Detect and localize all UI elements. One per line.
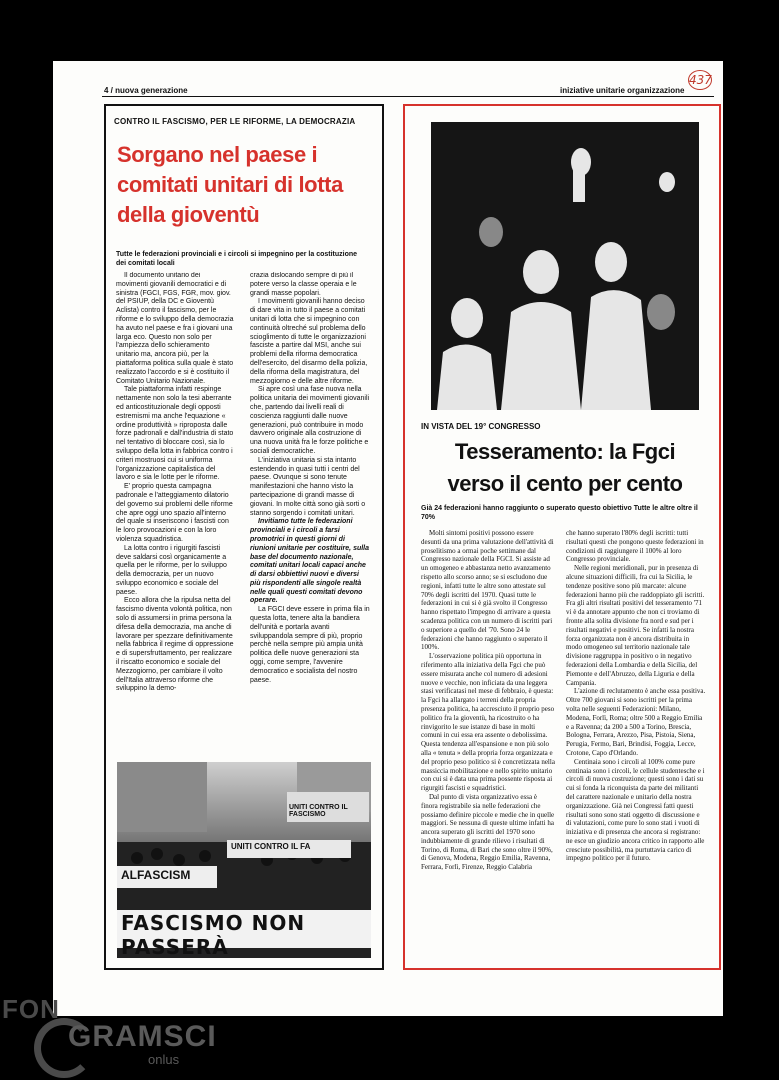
- paragraph: La lotta contro i rigurgiti fascisti deve saldarsi così organicamente a quella per le riforme, per lo sviluppo della democrazia, per un nuovo sviluppo economico e sociale del paese.: [116, 544, 227, 596]
- paragraph: Il documento unitario dei movimenti giovanili democratici e di sinistra (FGCI, FGS, FGR, mov. giov. del PSIUP, della DC e Gioventù Aclista) contro il fascismo, per le riforme e lo sviluppo della democrazia ha avuto nel paese e fra i giovani una larga eco. Questo non solo per l'ampiezza dello schieramento unitario ma, ancora più, per la piattaforma politica sulla quale è stato realizzato l'accordo e si è costituito il Comitato Unitario Nazionale.: [116, 272, 234, 385]
- paragraph: Nelle regioni meridionali, pur in presenza di alcune situazioni difficili, fra cui la Sicilia, le tendenze positive sono più marcate: alcune federazioni hanno più che raddoppiato gli iscritti. Fra gli altri risultati positivi del tesseramento '71 vi è da annotare appunto che non ci troviamo di fronte alla solita divisione fra nord e sud per i risultati negativi e positivi. Se infatti la nostra forza organizzata non è ancora distribuita in modo omogeneo sul territorio nazionale tale divisione raggruppa in positivo o in negativo federazioni della Lombardia e della Sicilia, del Piemonte e dell'Abruzzo, della Liguria e della Campania.: [566, 564, 705, 687]
- left-article-headline: Sorgano nel paese i comitati unitari di lotta della gioventù: [117, 142, 343, 227]
- headline-line-2: verso il cento per cento: [447, 471, 683, 496]
- paragraph: I movimenti giovanili hanno deciso di dare vita in tutto il paese a comitati unitari di lotta che si impegnino con continuità oltreché sul problema dello scioglimento di tutte le organizzazioni fasciste a partire dal MSI, anche sui problemi della riforma democratica dell'esercito, del disarmo della polizia, della riforma della magistratura, del mezzogiorno e delle altre riforme.: [250, 298, 368, 385]
- paragraph: E' proprio questa campagna padronale e l'atteggiamento dilatorio del governo sui problemi delle riforme che apre oggi uno spazio all'interno del quale si inseriscono i fascisti con le loro provocazioni e con la loro violenza squadristica.: [116, 483, 233, 543]
- right-article-headline: [420, 436, 710, 500]
- right-article-column-1: [421, 529, 555, 965]
- congress-crowd-photo: [431, 122, 699, 410]
- watermark-gramsci: GRAMSCI: [68, 1020, 217, 1053]
- banner-right-text: UNITI CONTRO IL FASCISMO: [289, 804, 348, 818]
- paragraph: Molti sintomi positivi possono essere desunti da una prima valutazione dell'attività di proselitismo a ormai poche settimane dal Congresso nazionale della FGCI. Si assiste ad un omogeneo e abbastanza netto avanzamento rispetto allo scorso anno; se si escludono due regioni, infatti tutte le altre sono attestate sul 70% degli iscritti del 1970. Quasi tutte le federazioni in cui si è già svolto il Congresso hanno rispettato l'impegno di arrivare a questa scadenza politica con un numero di iscritti pari o superiore a quello del '70. Sono 24 le federazioni che hanno raggiunto o superato il 100%.: [421, 529, 554, 652]
- right-article-column-2: [566, 529, 706, 965]
- banner-main-text: FASCISMO NON PASSERÀ: [121, 911, 306, 958]
- paragraph: L'osservazione politica più opportuna in riferimento alla iniziativa della Fgci che può essere misurata anche col numero di adesioni nuove e vecchie, non inficiata da una leggera stasi verificatasi nel mese di febbraio, è questa: la Fgci ha allargato i terreni della propria presenza politica, ha accresciuto il proprio peso politico fra la gioventù, ha ricostruito o ha rinvigorito le sue istanze di base in molti comuni in cui essa era assente o debolissima. Questa tendenza all'espansione e non più solo alla « tenuta » della propria forza organizzata e del proprio peso politico si è concretizzata nella massiccia mobilitazione e nello spirito unitario con cui si è data una prima possente risposta ai rigurgiti fascisti e squadristici.: [421, 652, 555, 793]
- left-article-kicker: CONTRO IL FASCISMO, PER LE RIFORME, LA DEMOCRAZIA: [114, 117, 356, 126]
- watermark-fon: FON: [2, 994, 60, 1024]
- banner-left-text: ALFASCISM: [121, 868, 191, 882]
- right-article-subhead: Già 24 federazioni hanno raggiunto o superato questo obiettivo Tutte le altre oltre il 70%: [421, 505, 698, 521]
- running-head-right: iniziative unitarie organizzazione: [560, 86, 685, 95]
- running-head-left: 4 / nuova generazione: [104, 86, 188, 95]
- left-article-column-2: [250, 272, 370, 758]
- paragraph: Tale piattaforma infatti respinge nettamente non solo la tesi aberrante ed anticostituzionale degli opposti estremismi ma anche l'equazione « ordine produttività » riproposta dalle forze padronali e dall'industria di stato nel tentativo di bloccare così, sia lo sviluppo della lotta in fabbrica contro i criteri mostruosi cui si uniforma l'organizzazione capitalistica del lavoro e sia le lotte per le riforme.: [116, 386, 234, 482]
- paragraph: Centinaia sono i circoli al 100% come pure centinaia sono i circoli, le cellule studentesche e i circoli di nuova costruzione; questi sono i dati su cui si fonda la riconquista da parte dei militanti del carattere nazionale e unitario della nostra organizzazione. Già nei Congressi fatti questi risultati sono sono stati oggetto di discussione e di valutazioni, come pure lo sono stati i vuoti di iniziativa e di presenza che ancora si registrano: ne esce un giudizio ancora critico in rapporto alle cresciute possibilità, ma purtuttavia carico di impegno politico per il futuro.: [566, 757, 705, 863]
- left-article-column-1: [116, 272, 234, 758]
- protest-march-photo: [117, 762, 371, 958]
- archive-number: 437: [688, 70, 712, 90]
- paragraph: Dal punto di vista organizzativo essa è finora registrabile sia nelle federazioni che possiamo definire piccole e medie che in quelle maggiori. Se nessuna di queste ultime infatti ha ancora superato gli iscritti del 1970 sono indubbiamente di grande rilievo i risultati di Torino, di Roma, di Bari che sono oltre il 90%, di Genova, Modena, Reggio Emilia, Ravenna, Ferrara, Forlì, Firenze, Reggio Calabria: [421, 792, 555, 872]
- watermark-onlus: onlus: [148, 1052, 180, 1067]
- right-article-kicker: IN VISTA DEL 19° CONGRESSO: [421, 422, 541, 431]
- paragraph: che hanno superato l'80% degli iscritti: tutti risultati questi che pongono queste federazioni in condizioni di raggiungere il 100% al loro Congresso provinciale.: [566, 529, 704, 564]
- banner-middle-text: UNITI CONTRO IL FA: [231, 842, 311, 851]
- headline-line-1: Tesseramento: la Fgci: [454, 439, 676, 464]
- paragraph: L'azione di reclutamento è anche essa positiva. Oltre 700 giovani si sono iscritti per la prima volta nelle seguenti Federazioni: Milano, Modena, Forlì, Roma; oltre 500 a Reggio Emilia e a Ravenna; da 200 a 500 a Torino, Brescia, Bologna, Ferrara, Arezzo, Pisa, Pistoia, Siena, Perugia, Fermo, Bari, Brindisi, Foggia, Lecce, Crotone, Capo d'Orlando.: [566, 687, 706, 757]
- paragraph-italic: Invitiamo tutte le federazioni provinciali e i circoli a farsi promotrici in questi giorni di riunioni unitarie per costituire, sulla base del documento nazionale, comitati unitari locali capaci anche di darsi obbiettivi nuovi e diversi più rispondenti alle singole realtà nelle quali questi comitati devono operare.: [250, 518, 370, 605]
- crowd-figures: [431, 122, 699, 410]
- paragraph: crazia dislocando sempre di più il potere verso la classe operaia e le grandi masse popolari.: [250, 272, 357, 297]
- paragraph: Si apre così una fase nuova nella politica unitaria dei movimenti giovanili che, partendo dai livelli reali di coscienza raggiunti dalle nuove generazioni, può contribuire in modo davvero originale alla costruzione di una nuova unità fra le forze politiche e sociali democratiche.: [250, 386, 370, 455]
- paragraph: La FGCI deve essere in prima fila in questa lotta, tenere alta la bandiera dell'unità e portarla avanti sviluppandola sempre di più, proprio perchè nella sempre più ampia unità politica delle nuove generazioni sta oggi, come sempre, l'avvenire democratico e socialista del nostro paese.: [250, 606, 370, 684]
- paragraph: Ecco allora che la ripulsa netta del fascismo diventa volontà politica, non solo di assumersi in prima persona la difesa della democrazia, ma anche di lavorare per spezzare definitivamente nella fabbrica il regime di oppressione e di supersfruttamento, per realizzare il riscatto economico e sociale del Mezzogiorno, per cambiare il volto dell'Italia attraverso riforme che sviluppino la demo-: [116, 597, 234, 693]
- header-rule: [102, 96, 714, 97]
- left-article-subhead: Tutte le federazioni provinciali e i circoli si impegnino per la costituzione dei comitati locali: [116, 251, 358, 267]
- paragraph: L'iniziativa unitaria si sta intanto estendendo in quasi tutti i centri del paese. Ovunque si sono tenute manifestazioni che hanno visto la partecipazione di grandi masse di giovani. In molte città sono già sorti o stanno sorgendo i comitati unitari.: [250, 456, 366, 517]
